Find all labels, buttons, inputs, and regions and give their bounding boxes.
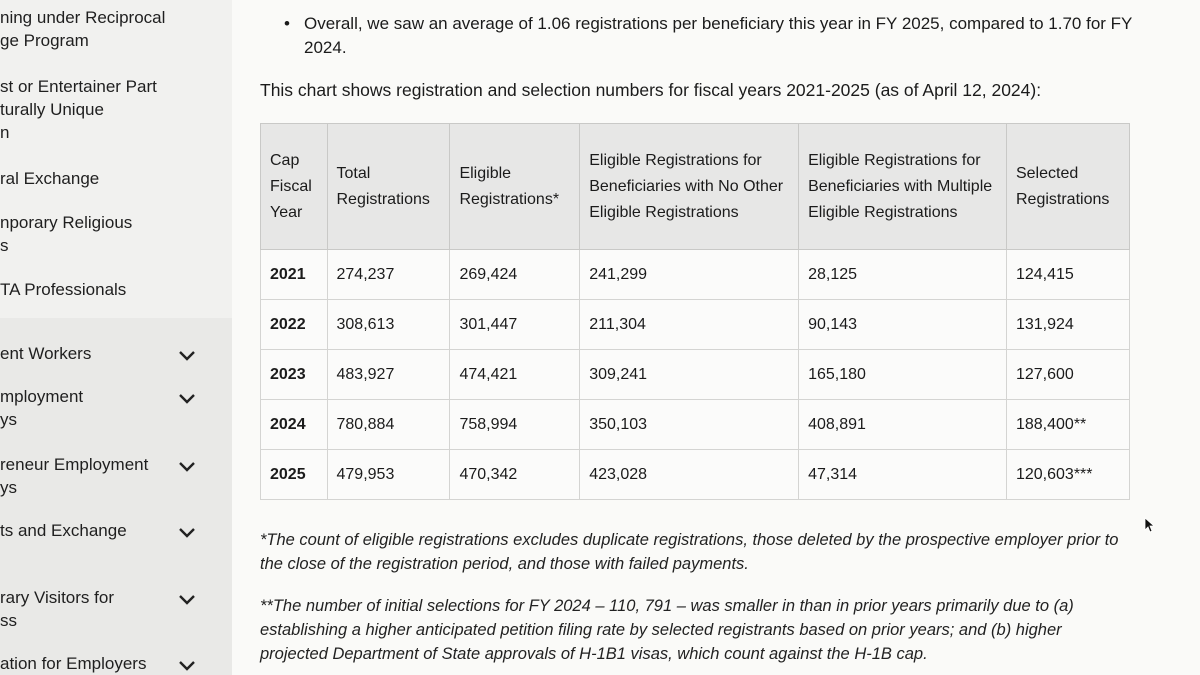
- registration-table: [260, 123, 1130, 500]
- table-cell: 120,603***: [1006, 450, 1129, 500]
- table-cell: 350,103: [580, 400, 799, 450]
- chevron-down-icon[interactable]: [178, 656, 196, 670]
- bullet-dot: •: [284, 14, 290, 33]
- fiscal-year-cell: 2022: [261, 300, 328, 350]
- sidebar-item-label: turally Unique: [0, 100, 104, 119]
- table-cell: 780,884: [327, 400, 450, 450]
- left-nav-sidebar: [0, 0, 232, 675]
- mouse-pointer-icon: [1144, 517, 1156, 533]
- chevron-down-icon[interactable]: [178, 523, 196, 537]
- fiscal-year-cell: 2021: [261, 250, 328, 300]
- table-cell: 758,994: [450, 400, 580, 450]
- fiscal-year-cell: 2024: [261, 400, 328, 450]
- chevron-down-icon[interactable]: [178, 590, 196, 604]
- sidebar-item-label: mployment: [0, 387, 84, 406]
- sidebar-item[interactable]: [0, 342, 232, 365]
- main-content: [232, 0, 1200, 675]
- table-cell: 479,953: [327, 450, 450, 500]
- sidebar-item-label: reneur Employment: [0, 455, 149, 474]
- footnote-selections: **The number of initial selections for FY 2024 – 110, 791 – was smaller in than in prior years primarily due to (a) establishing a higher anticipated petition filing rate by selected registrants based on prior years; and (b) higher projected Department of State approvals of H-1B1 visas, which count against the H-1B cap.: [260, 597, 1074, 663]
- table-cell: 131,924: [1006, 300, 1129, 350]
- fiscal-year-cell: 2025: [261, 450, 328, 500]
- chevron-down-icon[interactable]: [178, 346, 196, 360]
- sidebar-item[interactable]: [0, 453, 232, 499]
- table-cell: 241,299: [580, 250, 799, 300]
- sidebar-item[interactable]: [0, 519, 232, 542]
- table-cell: 470,342: [450, 450, 580, 500]
- sidebar-item[interactable]: [0, 586, 232, 632]
- table-cell: 423,028: [580, 450, 799, 500]
- header-eligible-registrations: Eligible Registrations*: [450, 124, 580, 250]
- sidebar-item-label: ys: [0, 478, 17, 497]
- table-cell: 124,415: [1006, 250, 1129, 300]
- table-cell: 274,237: [327, 250, 450, 300]
- sidebar-item-label: ys: [0, 410, 17, 429]
- chevron-down-icon[interactable]: [178, 389, 196, 403]
- sidebar-item[interactable]: [0, 278, 232, 301]
- sidebar-item-label: ss: [0, 611, 17, 630]
- table-row: [261, 350, 1130, 400]
- sidebar-item-label: ts and Exchange: [0, 521, 127, 540]
- sidebar-item-label: st or Entertainer Part: [0, 77, 157, 96]
- sidebar-item[interactable]: [0, 211, 232, 257]
- sidebar-item-label: ation for Employers: [0, 654, 147, 673]
- sidebar-item[interactable]: [0, 652, 232, 675]
- table-row: [261, 250, 1130, 300]
- table-cell: 211,304: [580, 300, 799, 350]
- table-cell: 483,927: [327, 350, 450, 400]
- table-row: [261, 300, 1130, 350]
- table-header-row: [261, 124, 1130, 250]
- sidebar-item[interactable]: [0, 75, 232, 144]
- table-cell: 308,613: [327, 300, 450, 350]
- sidebar-item[interactable]: [0, 385, 232, 431]
- header-eligible-no-other: Eligible Registrations for Beneficiaries with No Other Eligible Registrations: [580, 124, 799, 250]
- sidebar-item-label: rary Visitors for: [0, 588, 114, 607]
- table-cell: 127,600: [1006, 350, 1129, 400]
- sidebar-item-label: ral Exchange: [0, 169, 100, 188]
- fiscal-year-cell: 2023: [261, 350, 328, 400]
- sidebar-item-label: s: [0, 236, 9, 255]
- table-row: [261, 450, 1130, 500]
- table-cell: 28,125: [799, 250, 1007, 300]
- sidebar-item-label: ent Workers: [0, 344, 92, 363]
- sidebar-item-label: n: [0, 123, 10, 142]
- sidebar-item-label: ge Program: [0, 31, 89, 50]
- sidebar-item-label: nporary Religious: [0, 213, 133, 232]
- table-cell: 47,314: [799, 450, 1007, 500]
- summary-bullet-text: Overall, we saw an average of 1.06 registrations per beneficiary this year in FY 2025, compared to 1.70 for FY 2024.: [304, 14, 1133, 57]
- header-selected-registrations: Selected Registrations: [1006, 124, 1129, 250]
- chevron-down-icon[interactable]: [178, 457, 196, 471]
- sidebar-item-label: TA Professionals: [0, 280, 127, 299]
- header-total-registrations: Total Registrations: [327, 124, 450, 250]
- table-cell: 408,891: [799, 400, 1007, 450]
- table-cell: 188,400**: [1006, 400, 1129, 450]
- footnote-eligible: *The count of eligible registrations excludes duplicate registrations, those deleted by the prospective employer prior to the close of the registration period, and those with failed payments.: [260, 531, 1119, 573]
- table-cell: 269,424: [450, 250, 580, 300]
- sidebar-item[interactable]: [0, 6, 232, 52]
- table-cell: 90,143: [799, 300, 1007, 350]
- table-row: [261, 400, 1130, 450]
- sidebar-item[interactable]: [0, 167, 232, 190]
- table-cell: 474,421: [450, 350, 580, 400]
- table-cell: 165,180: [799, 350, 1007, 400]
- table-cell: 309,241: [580, 350, 799, 400]
- sidebar-item-label: ning under Reciprocal: [0, 8, 166, 27]
- table-cell: 301,447: [450, 300, 580, 350]
- header-cap-fiscal-year: Cap Fiscal Year: [261, 124, 328, 250]
- header-eligible-multiple: Eligible Registrations for Beneficiaries with Multiple Eligible Registrations: [799, 124, 1007, 250]
- table-intro: This chart shows registration and selection numbers for fiscal years 2021-2025 (as of April 12, 2024):: [260, 80, 1042, 100]
